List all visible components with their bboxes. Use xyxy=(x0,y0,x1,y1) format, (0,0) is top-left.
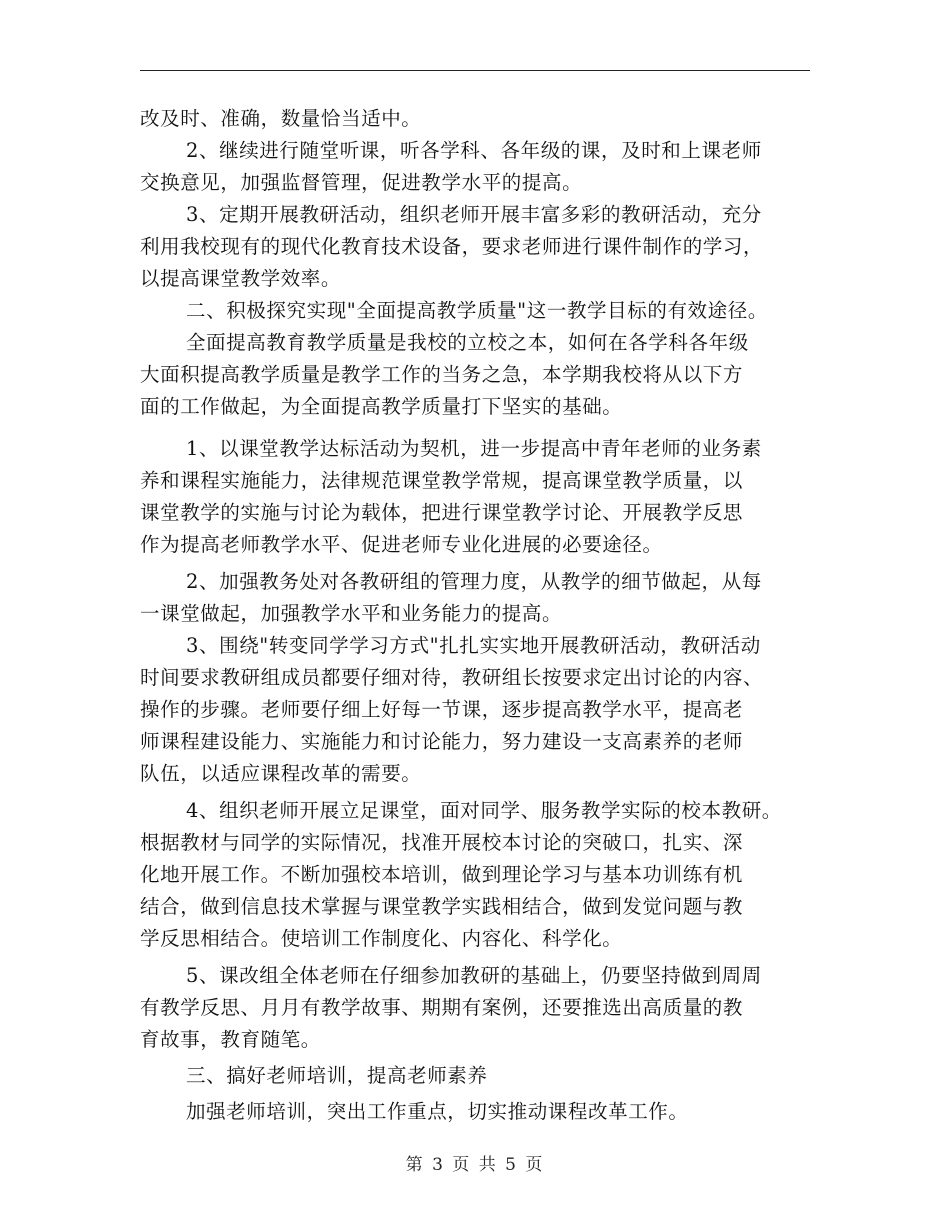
section-heading: 二、积极探究实现"全面提高教学质量"这一教学目标的有效途径。 xyxy=(186,299,768,322)
text-line: 学反思相结合。使培训工作制度化、内容化、科学化。 xyxy=(140,927,623,950)
text-line: 利用我校现有的现代化教育技术设备，要求老师进行课件制作的学习， xyxy=(140,235,764,258)
text-line: 1、以课堂教学达标活动为契机，进一步提高中青年老师的业务素 xyxy=(186,437,762,460)
text-line: 3、定期开展教研活动，组织老师开展丰富多彩的教研活动，充分 xyxy=(186,203,762,226)
text-line: 课堂教学的实施与讨论为载体，把进行课堂教学讨论、开展教学反思 xyxy=(140,501,744,524)
text-line: 4、组织老师开展立足课堂，面对同学、服务教学实际的校本教研。 xyxy=(186,799,782,822)
text-line: 育故事，教育随笔。 xyxy=(140,1028,321,1051)
text-line: 有教学反思、月月有教学故事、期期有案例，还要推选出高质量的教 xyxy=(140,996,744,1019)
text-line: 以提高课堂教学效率。 xyxy=(140,267,342,290)
text-line: 交换意见，加强监督管理，促进教学水平的提高。 xyxy=(140,171,583,194)
text-line: 2、继续进行随堂听课，听各学科、各年级的课，及时和上课老师 xyxy=(186,139,762,162)
text-line: 改及时、准确，数量恰当适中。 xyxy=(140,107,422,130)
text-line: 养和课程实施能力，法律规范课堂教学常规，提高课堂教学质量，以 xyxy=(140,469,744,492)
text-line: 操作的步骤。老师要仔细上好每一节课，逐步提高教学水平，提高老 xyxy=(140,698,744,721)
text-line: 时间要求教研组成员都要仔细对待，教研组长按要求定出讨论的内容、 xyxy=(140,666,764,689)
body-text xyxy=(0,105,950,1165)
text-line: 5、课改组全体老师在仔细参加教研的基础上，仍要坚持做到周周 xyxy=(186,964,762,987)
text-line: 全面提高教育教学质量是我校的立校之本，如何在各学科各年级 xyxy=(186,331,749,354)
text-line: 师课程建设能力、实施能力和讨论能力，努力建设一支高素养的老师 xyxy=(140,730,744,753)
text-line: 大面积提高教学质量是教学工作的当务之急，本学期我校将从以下方 xyxy=(140,363,744,386)
section-heading: 三、搞好老师培训，提高老师素养 xyxy=(186,1064,488,1087)
text-line: 化地开展工作。不断加强校本培训，做到理论学习与基本功训练有机 xyxy=(140,863,744,886)
page-number-footer: 第 3 页 共 5 页 xyxy=(405,1155,545,1175)
text-line: 根据教材与同学的实际情况，找准开展校本讨论的突破口，扎实、深 xyxy=(140,831,744,854)
text-line: 队伍，以适应课程改革的需要。 xyxy=(140,762,422,785)
text-line: 加强老师培训，突出工作重点，切实推动课程改革工作。 xyxy=(186,1100,689,1123)
text-line: 作为提高老师教学水平、促进老师专业化进展的必要途径。 xyxy=(140,533,663,556)
text-line: 一课堂做起，加强教学水平和业务能力的提高。 xyxy=(140,602,563,625)
text-line: 面的工作做起，为全面提高教学质量打下坚实的基础。 xyxy=(140,395,623,418)
text-line: 2、加强教务处对各教研组的管理力度，从教学的细节做起，从每 xyxy=(186,570,762,593)
header-rule xyxy=(140,70,810,71)
text-line: 结合，做到信息技术掌握与课堂教学实践相结合，做到发觉问题与教 xyxy=(140,895,744,918)
text-line: 3、围绕"转变同学学习方式"扎扎实实地开展教研活动，教研活动 xyxy=(186,634,761,657)
